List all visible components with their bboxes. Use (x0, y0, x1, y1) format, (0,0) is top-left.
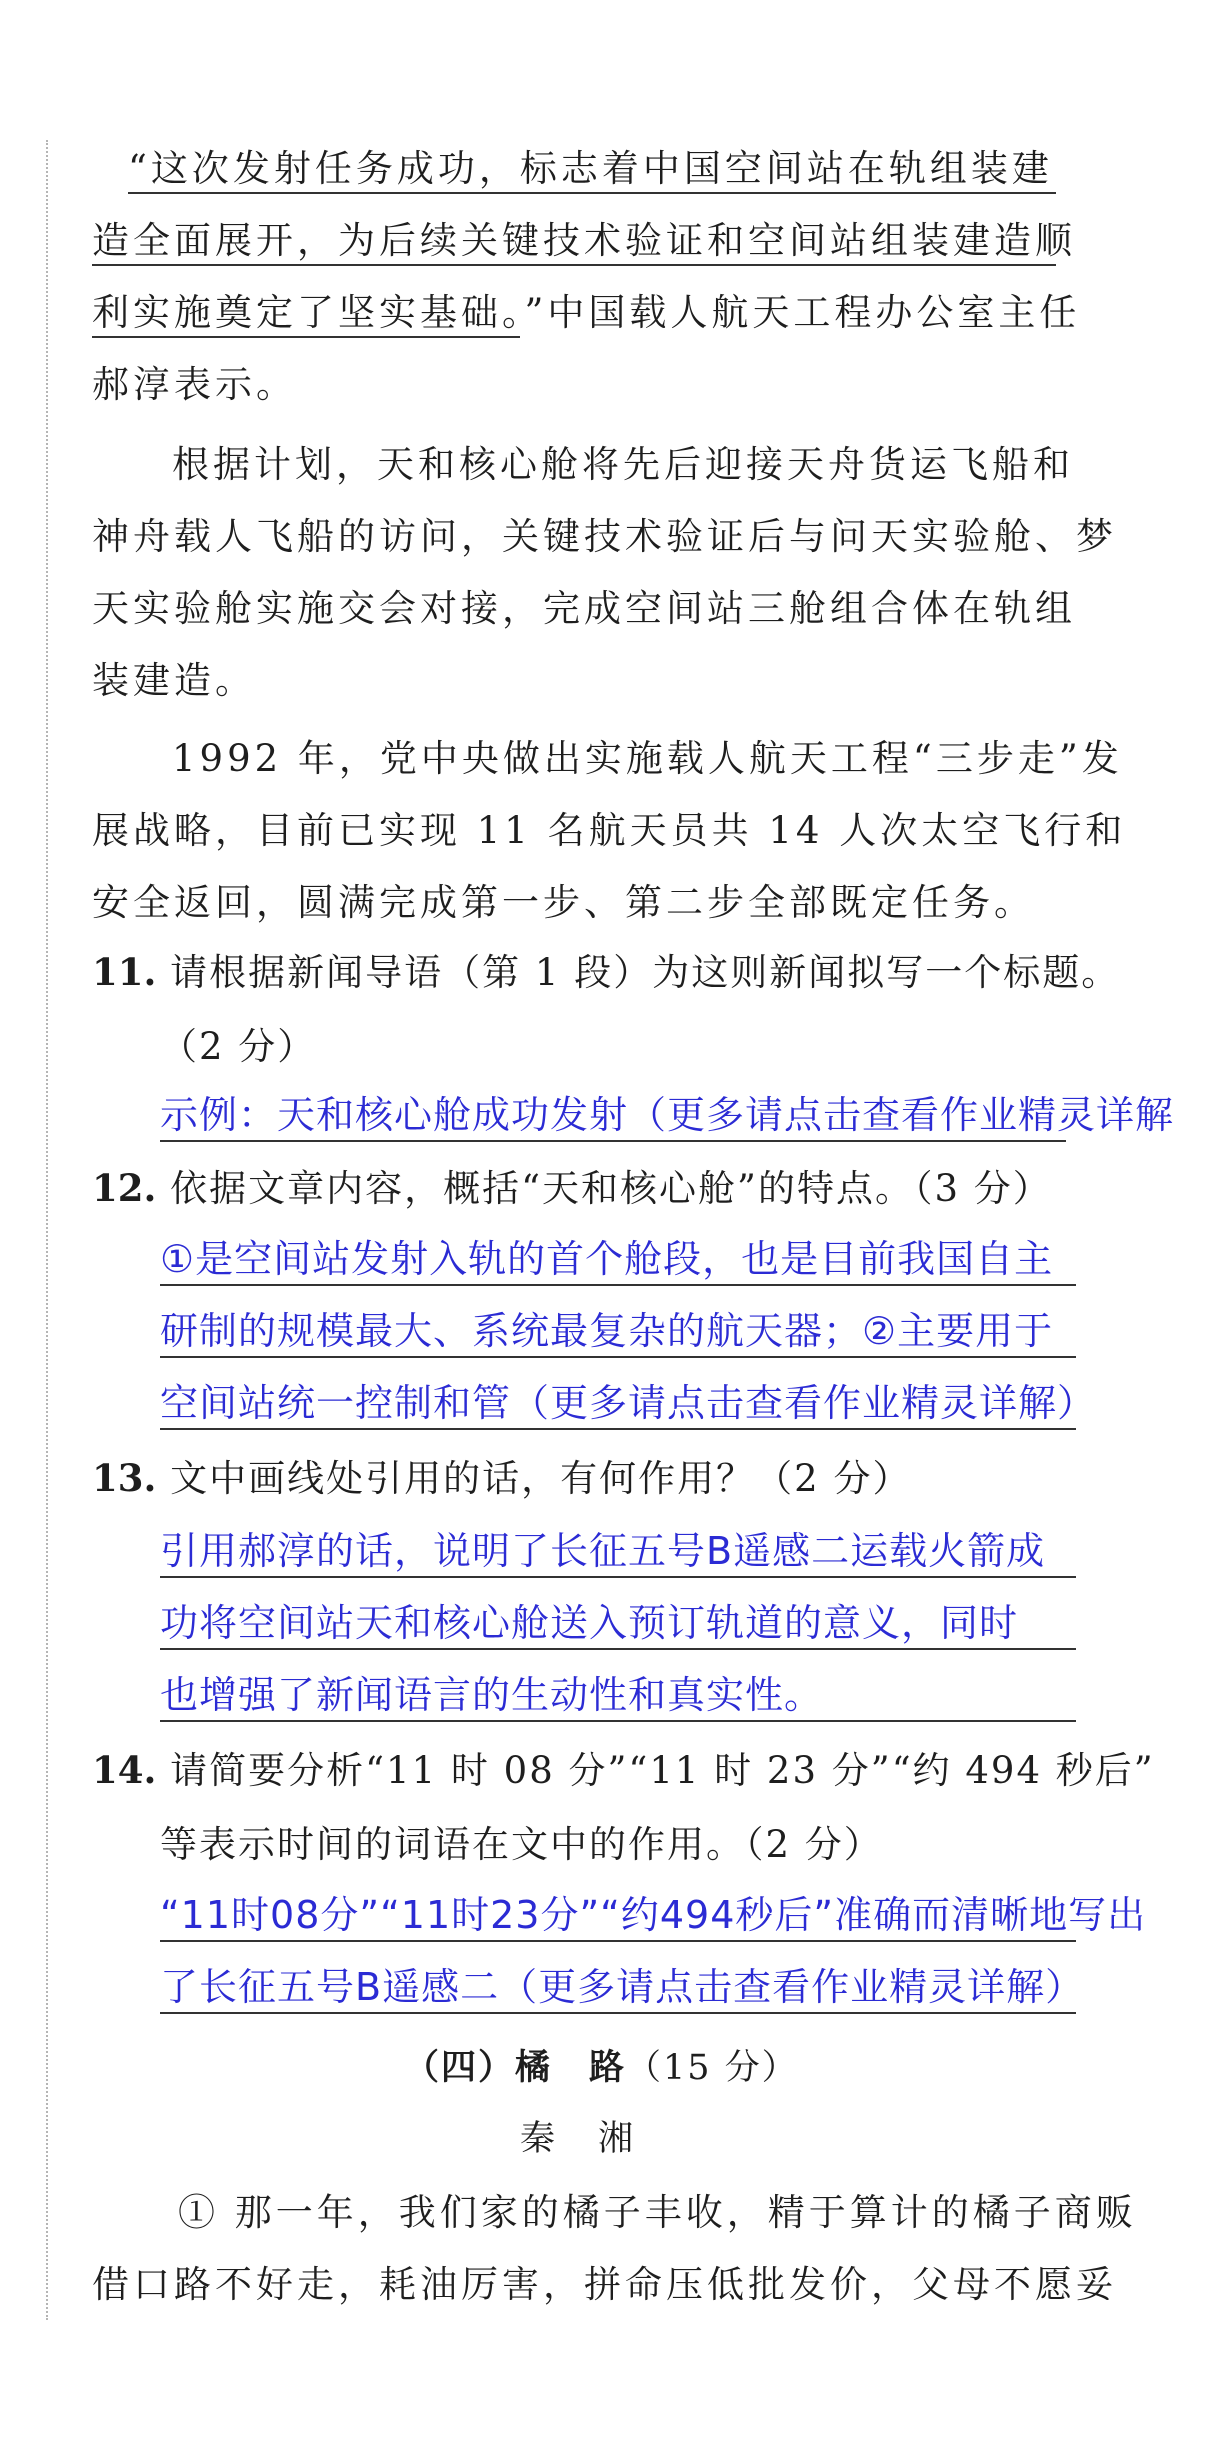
section-author: 秦 湘 (520, 2119, 638, 2159)
question-11-score: （2 分） (160, 1025, 317, 1068)
answer-13-line-3: 也增强了新闻语言的生动性和真实性。 (160, 1673, 824, 1717)
answer-12-line-2: 研制的规模最大、系统最复杂的航天器；②主要用于 (160, 1309, 1054, 1353)
answer-rule (160, 2012, 1076, 2014)
underline-quote-3 (92, 336, 520, 338)
answer-rule (160, 1356, 1076, 1358)
section-title: （四）橘 路 (404, 2047, 627, 2088)
question-number: 14. (92, 1748, 157, 1792)
question-12 (92, 1166, 1052, 1210)
answer-rule (160, 1648, 1076, 1650)
passage-line-4: 郝淳表示。 (92, 363, 297, 406)
section-line-2: 借口路不好走，耗油厉害，拼命压低批发价，父母不愿妥 (92, 2263, 1117, 2306)
answer-rule (160, 1284, 1076, 1286)
answer-14-line-1: “11时08分”“11时23分”“约494秒后”准确而清晰地写出 (160, 1893, 1147, 1937)
answer-13-line-2: 功将空间站天和核心舱送入预订轨道的意义，同时 (160, 1601, 1019, 1645)
passage-line-9: 1992 年，党中央做出实施载人航天工程“三步走”发 (172, 737, 1123, 780)
passage-line-7: 天实验舱实施交会对接，完成空间站三舱组合体在轨组 (92, 587, 1076, 630)
passage-line-11: 安全返回，圆满完成第一步、第二步全部既定任务。 (92, 881, 1035, 924)
answer-14-line-2: 了长征五号B遥感二（更多请点击查看作业精灵详解） (160, 1965, 1085, 2009)
passage-line-1: “这次发射任务成功，标志着中国空间站在轨组装建 (128, 147, 1053, 190)
passage-line-3: 利实施奠定了坚实基础。”中国载人航天工程办公室主任 (92, 291, 1081, 334)
answer-12-line-3: 空间站统一控制和管（更多请点击查看作业精灵详解） (160, 1381, 1097, 1425)
question-13 (92, 1456, 912, 1500)
binding-margin-line (46, 140, 48, 2320)
passage-line-10: 展战略，目前已实现 11 名航天员共 14 人次太空飞行和 (92, 809, 1127, 852)
underline-quote-2 (92, 264, 1056, 266)
passage-line-5: 根据计划，天和核心舱将先后迎接天舟货运飞船和 (172, 443, 1074, 486)
section-heading (404, 2047, 799, 2088)
question-text: 依据文章内容，概括“天和核心舱”的特点。（3 分） (170, 1167, 1052, 1210)
answer-11-line-1: 示例：天和核心舱成功发射（更多请点击查看作业精灵详解 (160, 1093, 1175, 1137)
question-14-line-2: 等表示时间的词语在文中的作用。（2 分） (160, 1823, 883, 1866)
question-number: 11. (92, 950, 157, 994)
question-number: 12. (92, 1166, 157, 1210)
section-score: （15 分） (626, 2048, 799, 2088)
underline-quote-1 (128, 192, 1056, 194)
question-text: 文中画线处引用的话，有何作用？（2 分） (170, 1457, 912, 1500)
question-text: 请根据新闻导语（第 1 段）为这则新闻拟写一个标题。 (170, 951, 1121, 994)
question-text: 请简要分析“11 时 08 分”“11 时 23 分”“约 494 秒后” (170, 1749, 1155, 1792)
answer-12-line-1: ①是空间站发射入轨的首个舱段，也是目前我国自主 (160, 1237, 1054, 1281)
answer-rule (160, 1720, 1076, 1722)
answer-13-line-1: 引用郝淳的话，说明了长征五号B遥感二运载火箭成 (160, 1529, 1046, 1573)
answer-rule (160, 1140, 1066, 1142)
answer-rule (160, 1576, 1076, 1578)
question-number: 13. (92, 1456, 157, 1500)
answer-rule (160, 1428, 1076, 1430)
answer-rule (160, 1940, 1076, 1942)
passage-line-2: 造全面展开，为后续关键技术验证和空间站组装建造顺 (92, 219, 1076, 262)
passage-line-8: 装建造。 (92, 659, 256, 702)
question-14 (92, 1748, 1155, 1792)
section-line-1: ① 那一年，我们家的橘子丰收，精于算计的橘子商贩 (178, 2191, 1137, 2234)
passage-line-6: 神舟载人飞船的访问，关键技术验证后与问天实验舱、梦 (92, 515, 1117, 558)
question-11 (92, 950, 1121, 994)
